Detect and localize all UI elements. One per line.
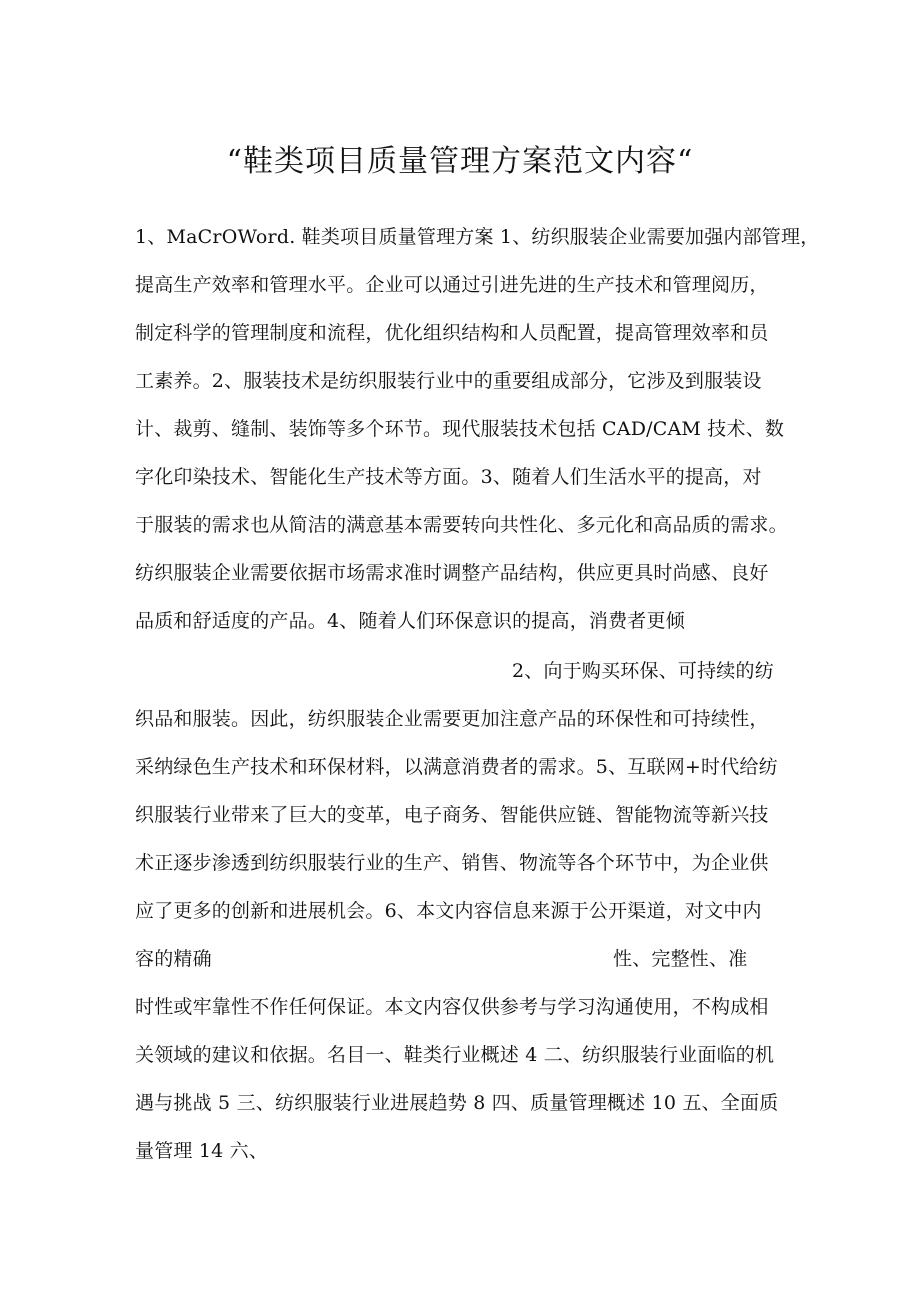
body-line-4: 工素养。2、服装技术是纺织服装行业中的重要组成部分，它涉及到服装设 xyxy=(135,370,762,392)
body-line-9: 品质和舒适度的产品。4、随着人们环保意识的提高，消费者更倾 xyxy=(135,610,685,632)
body-line-1: 1、MaCrOWord. 鞋类项目质量管理方案 1、纺织服装企业需要加强内部管理， xyxy=(135,226,820,248)
body-line-15: 应了更多的创新和进展机会。6、本文内容信息来源于公开渠道，对文中内 xyxy=(135,900,762,922)
body-line-17: 时性或牢靠性不作任何保证。本文内容仅供参考与学习沟通使用，不构成相 xyxy=(135,996,769,1018)
body-line-6: 字化印染技术、智能化生产技术等方面。3、随着人们生活水平的提高，对 xyxy=(135,466,762,488)
body-line-19: 遇与挑战 5 三、纺织服装行业进展趋势 8 四、质量管理概述 10 五、全面质 xyxy=(135,1092,779,1114)
body-line-7: 于服装的需求也从简洁的满意基本需要转向共性化、多元化和高品质的需求。 xyxy=(135,514,788,536)
body-line-5: 计、裁剪、缝制、装饰等多个环节。现代服装技术包括 CAD/CAM 技术、数 xyxy=(135,418,785,440)
document-title: “鞋类项目质量管理方案范文内容“ xyxy=(226,144,694,179)
body-line-3: 制定科学的管理制度和流程，优化组织结构和人员配置，提高管理效率和员 xyxy=(135,322,769,344)
body-line-11: 织品和服装。因此，纺织服装企业需要更加注意产品的环保性和可持续性， xyxy=(135,708,769,730)
body-line-14: 术正逐步渗透到纺织服装行业的生产、销售、物流等各个环节中，为企业供 xyxy=(135,852,769,874)
body-line-20: 量管理 14 六、 xyxy=(135,1140,269,1162)
body-line-8: 纺织服装企业需要依据市场需求准时调整产品结构，供应更具时尚感、良好 xyxy=(135,562,769,584)
body-line-12: 采纳绿色生产技术和环保材料，以满意消费者的需求。5、互联网+时代给纺 xyxy=(135,756,778,778)
body-line-2: 提高生产效率和管理水平。企业可以通过引进先进的生产技术和管理阅历， xyxy=(135,274,769,296)
body-line-10: 2、向于购买环保、可持续的纺 xyxy=(512,660,774,682)
body-line-18: 关领域的建议和依据。名目一、鞋类行业概述 4 二、纺织服装行业面临的机 xyxy=(135,1044,775,1066)
body-line-16-continued: 性、完整性、准 xyxy=(613,948,748,970)
body-line-13: 织服装行业带来了巨大的变革，电子商务、智能供应链、智能物流等新兴技 xyxy=(135,804,769,826)
body-line-16: 容的精确 xyxy=(135,948,212,970)
